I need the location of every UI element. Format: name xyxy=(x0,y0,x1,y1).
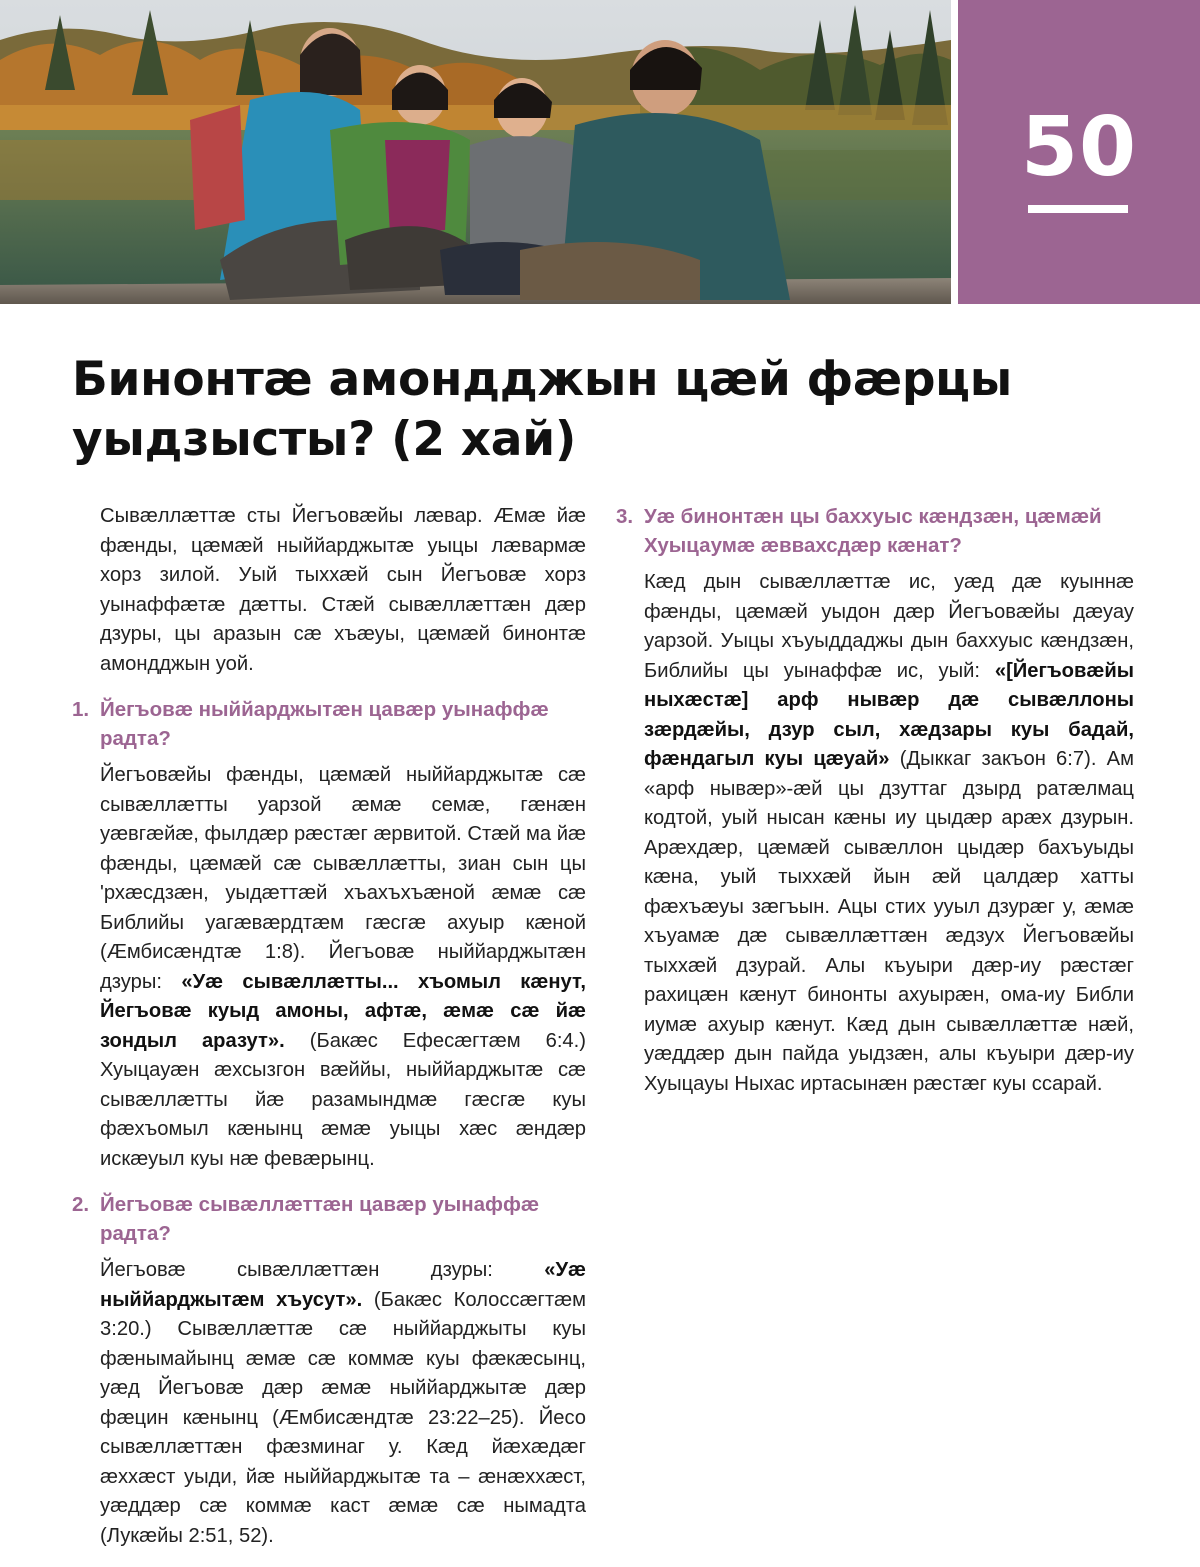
lesson-number-badge xyxy=(958,0,1200,304)
answer-text: Йегъовæ сывæллæттæн дзуры: xyxy=(100,1259,493,1281)
scripture-quote: «Уæ ныййарджытæм хъусут». xyxy=(100,1259,586,1311)
question-3 xyxy=(616,502,1134,560)
question-2 xyxy=(72,1190,586,1248)
left-column xyxy=(72,502,586,1567)
answer-text: Кæд дын сывæллæттæ ис, уæд дæ куыннæ фæнды, цæмæй уыдон дæр Йегъовæйы дæуау уарзой. Уыцы хъуыддаджы дын баххуыс кæндзæн, Библийы цы уынаффæ ис, уый: xyxy=(644,571,1134,682)
answer-1 xyxy=(72,761,586,1174)
right-column xyxy=(616,502,1134,1115)
answer-3 xyxy=(616,568,1134,1099)
answer-text: (Бакæс Ефесæгтæм 6:4.) Хуыцауæн æхсызгон вæййы, ныййарджытæ сæ сывæллæтты йæ разамындмæ гæсгæ куы фæхъомыл кæнынц æмæ уыцы хæс æндæр искæуыл куы нæ февæрынц. xyxy=(100,1029,586,1170)
question-text: Йегъовæ ныййарджытæн цавæр уынаффæ радта? xyxy=(100,698,549,750)
intro-paragraph: Сывæллæттæ сты Йегъовæйы лæвар. Æмæ йæ фæнды, цæмæй ныййарджытæ уыцы лæвармæ хорз зилой. Уый тыххæй сын Йегъовæ хорз уынаффæтæ дæтты. Стæй сывæллæттæн дæр дзуры, цы аразын сæ хъæуы, цæмæй бинонтæ амондджын уой. xyxy=(100,505,586,675)
question-text: Уæ бинонтæн цы баххуыс кæндзæн, цæмæй Хуыцаумæ æввахсдæр кæнат? xyxy=(644,505,1102,557)
question-1 xyxy=(72,695,586,753)
question-text: Йегъовæ сывæллæттæн цавæр уынаффæ радта? xyxy=(100,1193,540,1245)
question-number: 3. xyxy=(616,505,634,528)
lesson-number: 50 xyxy=(1020,100,1138,195)
question-number: 2. xyxy=(72,1193,90,1216)
answer-2 xyxy=(72,1256,586,1551)
scripture-quote: «Уæ сывæллæтты... хъомыл кæнут, Йегъовæ куыд амоны, афтæ, æмæ сæ йæ зондыл аразут». xyxy=(100,970,586,1052)
lesson-number-underline xyxy=(1028,205,1128,213)
family-by-lake-photo xyxy=(0,0,951,304)
answer-text: (Дыккаг закъон 6:7). Ам «арф нывæр»-æй цы дзуттаг дзырд ратæлмац кодтой, уый нысан кæны иу цыдæр арæх дзурын. Арæхдæр, цæмæй сывæллон цыдæр бахъуыды кæна, уый тыххæй йын æй цалдæр хатты фæхъæуы зæгъын. Ацы стих ууыл дзурæг у, æмæ хъуамæ дæ сывæллæттæн æдзух Йегъовæйы тыххæй дзурай. Алы къуыри дæр-иу рæстæг рахицæн кæнут бинонты ахуырæн, ома-иу Библи иумæ ахуыр кæнут. Кæд дын сывæллæттæ нæй, уæддæр дын пайда уыдзæн, алы къуыри дæр-иу Хуыцауы Ныхас иртасынæн рæстæг куы ссарай. xyxy=(644,748,1134,1095)
answer-text: Йегъовæйы фæнды, цæмæй ныййарджытæ сæ сывæллæтты уарзой æмæ семæ, гæнæн уæвгæйæ, фылдæр рæстæг æрвитой. Стæй ма йæ фæнды, цæмæй сæ сывæллæтты, зиан сын цы 'рхæсдзæн, уыдæттæй хъахъхъæной æмæ сæ Библийы уагæвæрдтæм гæсгæ ахуыр кæной (Æмбисæндтæ 1:8). Йегъовæ ныййарджытæн дзуры: xyxy=(100,764,586,993)
page-title: Бинонтæ амондджын цæй фæрцы уыдзысты? (2 хай) xyxy=(72,352,1012,467)
scripture-quote: «[Йегъовæйы ныхæстæ] арф нывæр дæ сывæллоны зæрдæйы, дзур сыл, хæдзары куы бадай, фæндагыл куы цæуай» xyxy=(644,659,1134,770)
hero-photo xyxy=(0,0,951,304)
answer-text: (Бакæс Колоссæгтæм 3:20.) Сывæллæттæ сæ ныййарджыты куы фæнымайынц æмæ сæ коммæ куы фæкæсынц, уæд Йегъовæ дæр æмæ ныййарджытæ дæр фæцин кæнынц (Æмбисæндтæ 23:22–25). Йесо сывæллæттæн фæзминаг у. Кæд йæхæдæг æххæст уыди, йæ ныййарджытæ та – æнæххæст, уæддæр сæ коммæ каст æмæ сæ нымадта (Лукæйы 2:51, 52). xyxy=(100,1288,586,1547)
question-number: 1. xyxy=(72,698,90,721)
